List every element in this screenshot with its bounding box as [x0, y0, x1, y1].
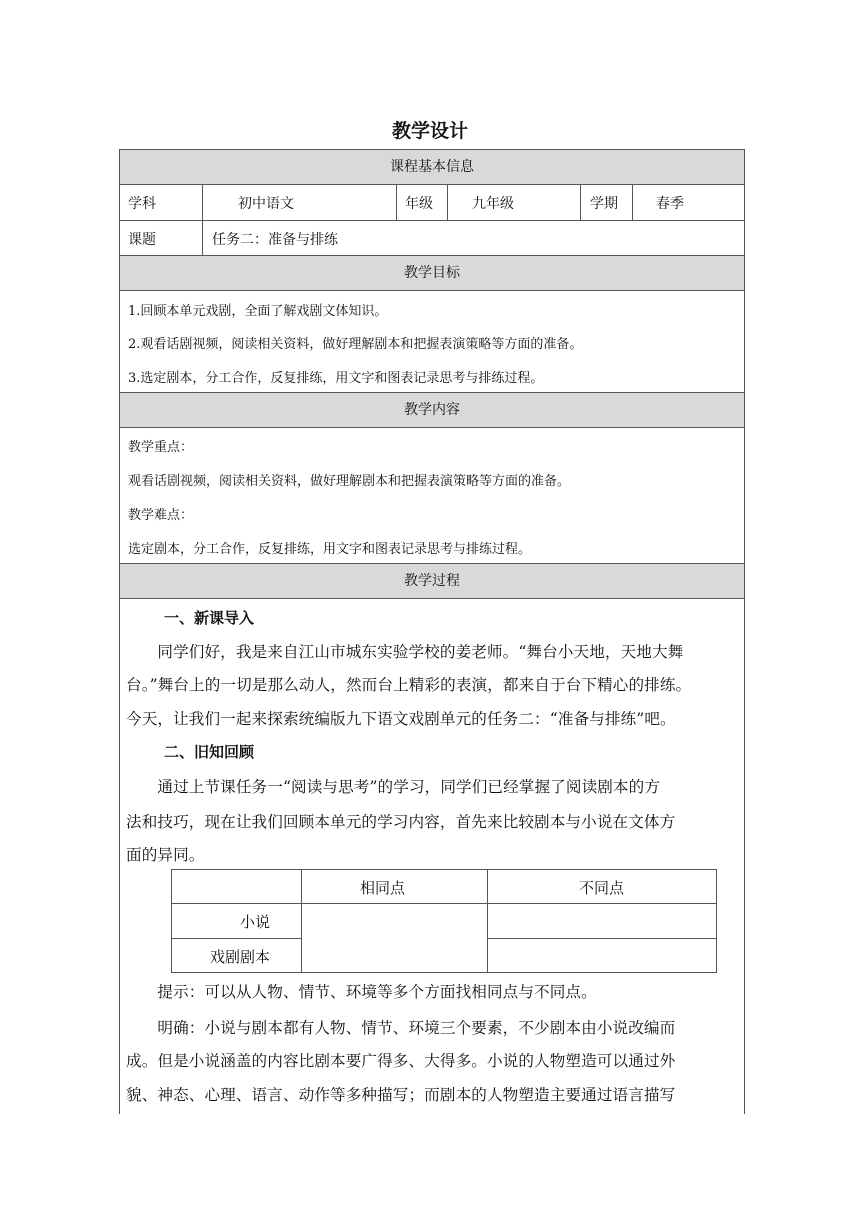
goal-item: 3.选定剧本，分工合作，反复排练，用文字和图表记录思考与排练过程。: [128, 371, 544, 386]
divider: [487, 938, 716, 939]
grade-value: 九年级: [472, 196, 514, 212]
divider: [301, 870, 302, 972]
term-label: 学期: [590, 196, 618, 212]
subject-label: 学科: [128, 196, 156, 212]
divider: [632, 185, 633, 220]
hint-text: 提示：可以从人物、情节、环境等多个方面找相同点与不同点。: [126, 983, 597, 1001]
goal-item: 1.回顾本单元戏剧，全面了解戏剧文体知识。: [128, 304, 388, 319]
row-label-drama: 戏剧剧本: [209, 948, 270, 966]
difficult-point-label: 教学难点：: [128, 508, 194, 523]
lesson-plan-table: [119, 149, 745, 1114]
comparison-table: [171, 869, 717, 973]
divider: [172, 938, 302, 939]
paragraph-line: 法和技巧，现在让我们回顾本单元的学习内容，首先来比较剧本与小说在文体方: [126, 813, 676, 831]
topic-label: 课题: [128, 232, 156, 248]
grade-label: 年级: [405, 196, 433, 212]
process-header: 教学过程: [120, 564, 744, 599]
divider: [487, 870, 488, 972]
key-point-label: 教学重点：: [128, 440, 194, 455]
column-header-same: 相同点: [360, 879, 406, 897]
goals-header: 教学目标: [120, 256, 744, 291]
content-header: 教学内容: [120, 393, 744, 428]
divider: [396, 185, 397, 220]
column-header-diff: 不同点: [579, 879, 625, 897]
term-value: 春季: [656, 196, 684, 212]
divider: [447, 185, 448, 220]
goal-item: 2.观看话剧视频，阅读相关资料，做好理解剧本和把握表演策略等方面的准备。: [128, 337, 583, 352]
paragraph-line: 面的异同。: [126, 846, 205, 864]
row-label-novel: 小说: [239, 913, 270, 931]
divider: [580, 185, 581, 220]
divider: [120, 220, 744, 221]
paragraph-line: 今天，让我们一起来探索统编版九下语文戏剧单元的任务二：“准备与排练”吧。: [126, 710, 676, 728]
paragraph-line: 同学们好，我是来自江山市城东实验学校的姜老师。“舞台小天地，天地大舞: [126, 643, 684, 661]
basic-info-header: 课程基本信息: [120, 150, 744, 185]
paragraph-line: 貌、神态、心理、语言、动作等多种描写；而剧本的人物塑造主要通过语言描写: [126, 1086, 676, 1104]
paragraph-line: 明确：小说与剧本都有人物、情节、环境三个要素，不少剧本由小说改编而: [126, 1019, 676, 1037]
divider: [172, 903, 716, 904]
paragraph-line: 成。但是小说涵盖的内容比剧本要广得多、大得多。小说的人物塑造可以通过外: [126, 1052, 676, 1070]
section-heading: 二、旧知回顾: [164, 743, 255, 761]
page-title: 教学设计: [391, 120, 468, 142]
subject-value: 初中语文: [238, 196, 294, 212]
paragraph-line: 通过上节课任务一“阅读与思考”的学习，同学们已经掌握了阅读剧本的方: [126, 778, 661, 796]
difficult-point-text: 选定剧本，分工合作，反复排练，用文字和图表记录思考与排练过程。: [128, 542, 532, 557]
topic-value: 任务二：准备与排练: [212, 232, 338, 248]
paragraph-line: 台。”舞台上的一切是那么动人，然而台上精彩的表演，都来自于台下精心的排练。: [126, 676, 692, 694]
section-heading: 一、新课导入: [164, 609, 255, 627]
key-point-text: 观看话剧视频，阅读相关资料，做好理解剧本和把握表演策略等方面的准备。: [128, 474, 571, 489]
